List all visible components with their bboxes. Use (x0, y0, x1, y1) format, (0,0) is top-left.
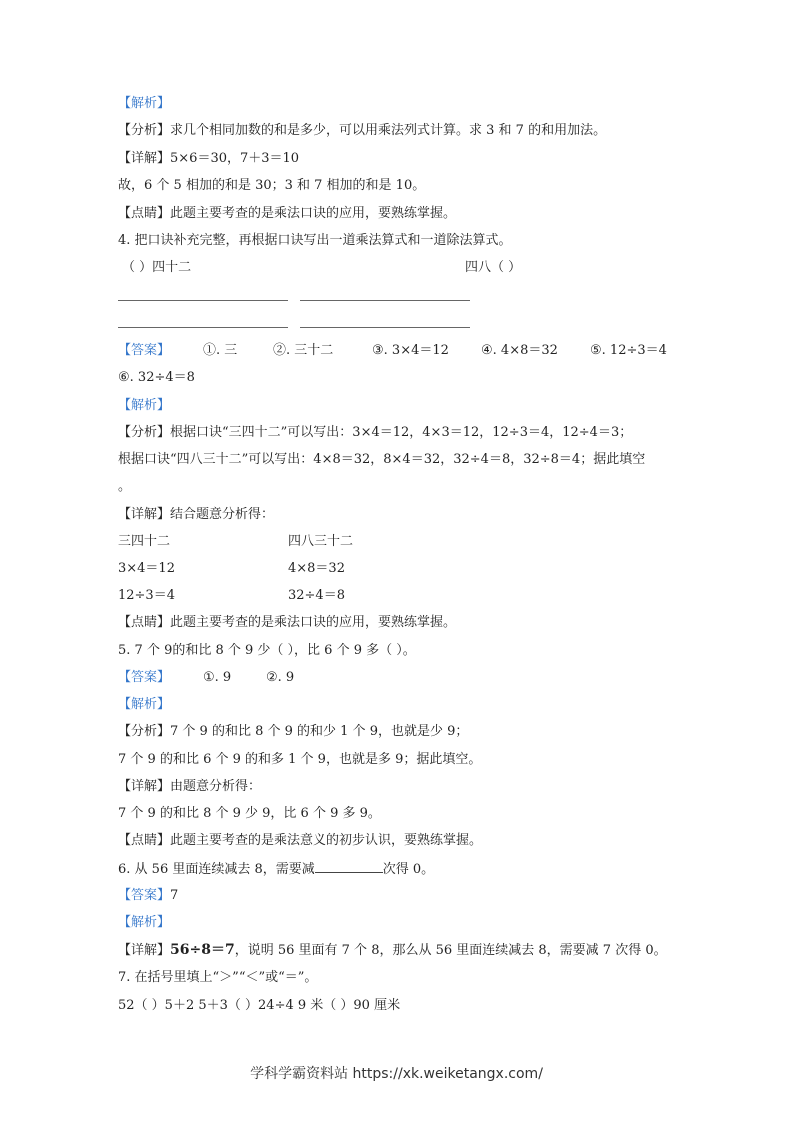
q4-answer-3: ③. 3×4＝12 (372, 343, 449, 358)
q6-question-a: 6. 从 56 里面连续减去 8，需要减 (118, 862, 315, 877)
q5-xiangjie (118, 778, 261, 796)
q4-xiangjie (118, 506, 274, 524)
jiexi-tag: 【解析】 (118, 915, 171, 930)
daan-tag: 【答案】 (118, 670, 171, 685)
xiangjie-tag: 【详解】 (118, 779, 171, 794)
q6-xiangjie-text: ，说明 56 里面有 7 个 8，那么从 56 里面连续减去 8，需要减 7 次得 0。 (234, 943, 667, 958)
q6-answer-value: 7 (170, 888, 179, 903)
q4-answer-4: ④. 4×8＝32 (481, 343, 558, 358)
q4-right-col-1: 四八三十二 (288, 534, 354, 549)
dianjing-tag: 【点睛】 (118, 833, 171, 848)
q4-right-prompt: 四八（ ） (465, 260, 522, 275)
dianjing-tag: 【点睛】 (118, 615, 171, 630)
q4-dianjing (118, 614, 456, 632)
q5-dianjing (118, 832, 482, 850)
answer-blank-line[interactable] (118, 300, 288, 301)
q3-xiangjie (118, 150, 299, 168)
xiangjie-tag: 【详解】 (118, 507, 171, 522)
q7-question: 7. 在括号里填上“＞”“＜”或“＝”。 (118, 970, 318, 985)
q6-answer (118, 887, 178, 905)
q4-fenxi-text-2: 根据口诀“四八三十二”可以写出：4×8＝32，8×4＝32，32÷4＝8，32÷8＝4；据此填空 (118, 452, 646, 467)
q4-fenxi-text-3: 。 (118, 479, 132, 494)
daan-tag: 【答案】 (118, 343, 171, 358)
q7-items: 52（ ）5＋2 5＋3（ ）24÷4 9 米（ ）90 厘米 (118, 998, 401, 1013)
answer-blank-line[interactable] (118, 327, 288, 328)
q3-fenxi (118, 122, 606, 140)
q4-answer-5: ⑤. 12÷3＝4 (590, 343, 667, 358)
q5-xiangjie-text: 由题意分析得： (170, 779, 262, 794)
q4-right-col-3: 32÷4＝8 (288, 588, 345, 603)
q3-dianjing (118, 205, 456, 223)
q6-math: 56÷8＝7 (170, 942, 235, 958)
fenxi-tag: 【分析】 (118, 724, 171, 739)
q4-dianjing-text: 此题主要考查的是乘法口诀的应用，要熟练掌握。 (170, 615, 457, 630)
q3-fenxi-text: 求几个相同加数的和是多少，可以用乘法列式计算。求 3 和 7 的和用加法。 (170, 123, 607, 138)
q4-left-prompt: （ ）四十二 (122, 260, 192, 275)
q4-xiangjie-text: 结合题意分析得： (170, 507, 275, 522)
q5-dianjing-text: 此题主要考查的是乘法意义的初步认识，要熟练掌握。 (170, 833, 483, 848)
q4-question: 4. 把口诀补充完整，再根据口诀写出一道乘法算式和一道除法算式。 (118, 233, 512, 248)
q4-answer-6: ⑥. 32÷4＝8 (118, 370, 195, 385)
fenxi-tag: 【分析】 (118, 425, 171, 440)
q5-answer-2: ②. 9 (266, 670, 295, 685)
q5-fenxi-text-2: 7 个 9 的和比 6 个 9 的和多 1 个 9，也就是多 9；据此填空。 (118, 752, 482, 767)
answer-blank-line[interactable] (300, 327, 470, 328)
daan-tag: 【答案】 (118, 888, 171, 903)
fenxi-tag: 【分析】 (118, 123, 171, 138)
jiexi-tag: 【解析】 (118, 697, 171, 712)
q4-left-col-2: 3×4＝12 (118, 561, 175, 576)
q4-left-col-1: 三四十二 (118, 534, 171, 549)
xiangjie-tag: 【详解】 (118, 151, 171, 166)
footer-watermark: 学科学霸资料站 https://xk.weiketangx.com/ (250, 1066, 543, 1082)
q6-question-b: 次得 0。 (382, 862, 435, 877)
q4-fenxi (118, 424, 632, 442)
xiangjie-tag: 【详解】 (118, 943, 171, 958)
q5-answer-1: ①. 9 (203, 670, 232, 685)
q6-question (118, 860, 434, 879)
q5-fenxi-text-1: 7 个 9 的和比 8 个 9 的和少 1 个 9，也就是少 9； (170, 724, 469, 739)
q3-dianjing-text: 此题主要考查的是乘法口诀的应用，要熟练掌握。 (170, 206, 457, 221)
q5-fenxi (118, 723, 468, 741)
jiexi-tag: 【解析】 (118, 398, 171, 413)
jiexi-tag: 【解析】 (118, 96, 171, 111)
q4-right-col-2: 4×8＝32 (288, 561, 345, 576)
q4-answer-1: ①. 三 (203, 343, 238, 358)
answer-blank-line[interactable] (300, 300, 470, 301)
q3-conclusion: 故，6 个 5 相加的和是 30；3 和 7 相加的和是 10。 (118, 178, 426, 193)
answer-blank[interactable] (315, 860, 383, 873)
q4-fenxi-text-1: 根据口诀“三四十二”可以写出：3×4＝12，4×3＝12，12÷3＝4，12÷4＝3； (170, 425, 633, 440)
q4-answer-2: ②. 三十二 (273, 343, 334, 358)
q5-question: 5. 7 个 9的和比 8 个 9 少（ ），比 6 个 9 多（ ）。 (118, 643, 416, 658)
q3-xiangjie-text: 5×6＝30，7＋3＝10 (170, 151, 300, 166)
dianjing-tag: 【点睛】 (118, 206, 171, 221)
q5-conclusion: 7 个 9 的和比 8 个 9 少 9，比 6 个 9 多 9。 (118, 806, 381, 821)
q4-left-col-3: 12÷3＝4 (118, 588, 175, 603)
q6-xiangjie (118, 941, 667, 960)
